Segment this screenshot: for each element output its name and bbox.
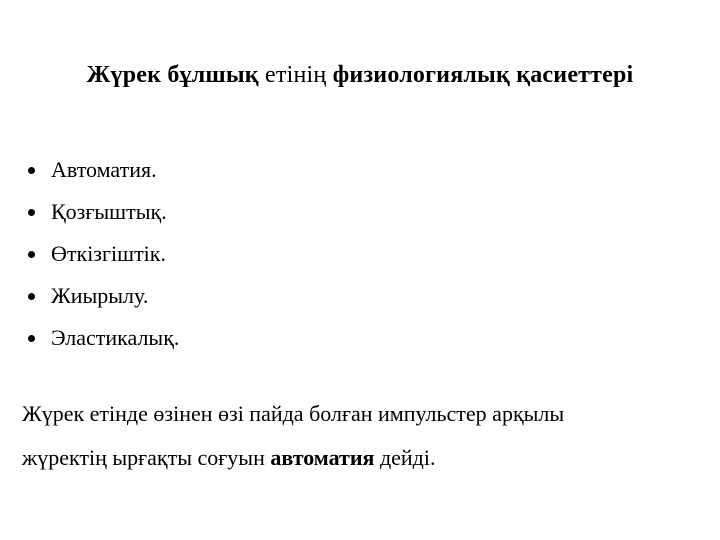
bullet-item — [22, 317, 179, 359]
paragraph-line-2-end: дейді. — [374, 445, 436, 470]
bullet-icon — [28, 209, 35, 216]
bullet-icon — [28, 251, 35, 258]
bullet-text: Өткізгіштік. — [51, 241, 166, 266]
bullet-item — [22, 275, 179, 317]
bullet-text: Қозғыштық. — [51, 199, 167, 224]
title-middle: етінің — [265, 62, 327, 88]
bullet-item — [22, 233, 179, 275]
slide-title — [0, 62, 720, 89]
paragraph-bold-term: автоматия — [270, 445, 375, 470]
bullet-list — [22, 149, 179, 359]
bullet-text: Жиырылу. — [51, 283, 149, 308]
bullet-text: Автоматия. — [51, 157, 157, 182]
paragraph-line-2-start: жүректің ырғақты соғуын — [22, 445, 271, 470]
bullet-item — [22, 149, 179, 191]
bullet-icon — [28, 335, 35, 342]
title-tail: физиологиялық қасиеттері — [332, 62, 634, 88]
bullet-icon — [28, 167, 35, 174]
bullet-icon — [28, 293, 35, 300]
definition-paragraph — [22, 392, 702, 480]
bullet-text: Эластикалық. — [51, 325, 180, 350]
bullet-item — [22, 191, 179, 233]
paragraph-line-1: Жүрек етінде өзінен өзі пайда болған импульстер арқылы — [22, 401, 565, 426]
title-lead: Жүрек бұлшық — [86, 62, 259, 88]
